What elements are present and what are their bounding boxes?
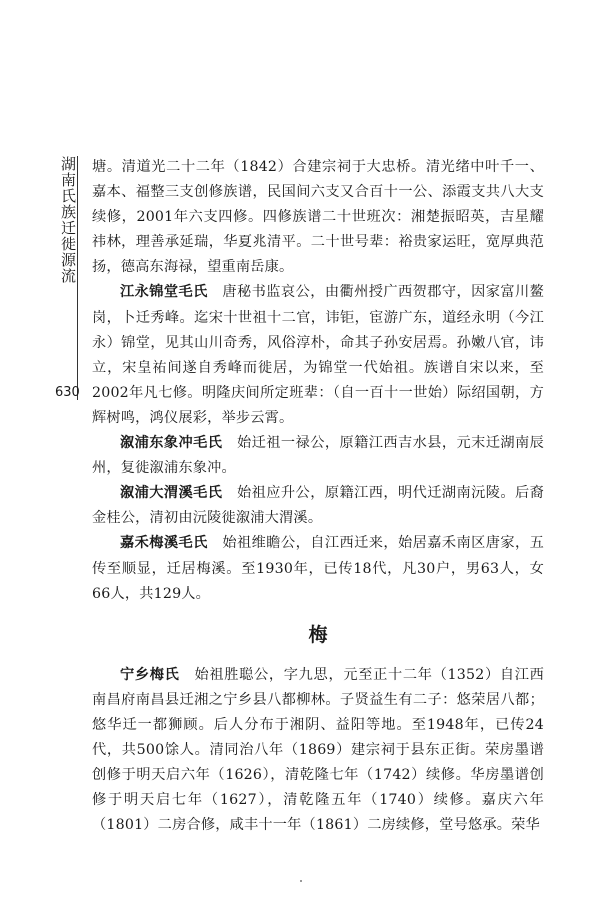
section-heading: 梅 xyxy=(308,623,328,646)
paragraph-text: 始祖应升公，原籍江西，明代迁湖南沅陵。后裔金桂公，清初由沅陵徙溆浦大渭溪。 xyxy=(92,485,545,527)
page-mark xyxy=(300,880,302,882)
paragraph-text: 唐秘书监哀公，由衢州授广西贺郡守，因家富川鳌岗，卜迁秀峰。迄宋十世祖十二官，讳钜，宦游广东，道经永明（今江永）锦堂，见其山川奇秀，风俗淳朴，命其子孙安居焉。孙嫩八官，讳立，宋皇祐间遂自秀峰而徙居，为锦堂一代始祖。族谱自宋以来，至2002年凡七修。明隆庆间所定班辈：（自一百十一世始）际绍国朝，方辉树鸣，鸿仪展彩，举步云霄。 xyxy=(92,284,545,426)
side-rule xyxy=(77,156,78,400)
paragraph xyxy=(92,481,544,531)
paragraph-text: 始祖胜聪公，字九思，元至正十二年（1352）自江西南昌府南昌县迁湘之宁乡县八都柳林。子贤益生有二子：悠荣居八都；悠华迁一都狮顾。后人分布于湘阴、益阳等地。至1948年，已传24代，共500馀人。清同治八年（1869）建宗祠于县东正街。荣房墨谱创修于明天启六年（1626），清乾隆七年（1742）续修。华房墨谱创修于明天启七年（1627），清乾隆五年（1740）续修。嘉庆六年（1801）二房合修，咸丰十一年（1861）二房续修，堂号悠承。荣华 xyxy=(92,666,544,834)
clan-heading: 宁乡梅氏 xyxy=(120,666,180,683)
paragraph xyxy=(92,280,544,431)
paragraph xyxy=(92,431,544,481)
clan-heading: 嘉禾梅溪毛氏 xyxy=(120,535,208,552)
paragraph xyxy=(92,531,544,606)
paragraph-text: 塘。清道光二十二年（1842）合建宗祠于大忠桥。清光绪中叶千一、嘉本、福整三支创修族谱，民国间六支又合百十一公、添霞支共八大支续修，2001年六支四修。四修族谱二十世班次：湘楚振昭英，吉星耀祎林，理善承延瑞，华夏兆清平。二十世号辈：裕贵家运旺，宽厚典范扬，德高东海禄，望重南岳康。 xyxy=(92,159,544,276)
clan-heading: 溆浦大渭溪毛氏 xyxy=(120,485,223,502)
page-number: 630 xyxy=(55,385,80,400)
page-body xyxy=(92,155,544,838)
paragraph xyxy=(92,663,544,839)
running-title: 湖南氏族迁徙源流 xyxy=(59,156,77,284)
clan-heading: 溆浦东象冲毛氏 xyxy=(120,435,223,452)
paragraph-text: 始祖维瞻公，自江西迁来，始居嘉禾南区唐家，五传至顺显，迁居梅溪。至1930年，已传18代，凡30户，男63人，女66人，共129人。 xyxy=(92,535,545,602)
clan-heading: 江永锦堂毛氏 xyxy=(120,284,208,301)
paragraph-text: 始迁祖一禄公，原籍江西吉水县，元末迁湖南辰州，复徙溆浦东象冲。 xyxy=(92,435,545,477)
paragraph xyxy=(92,155,544,280)
